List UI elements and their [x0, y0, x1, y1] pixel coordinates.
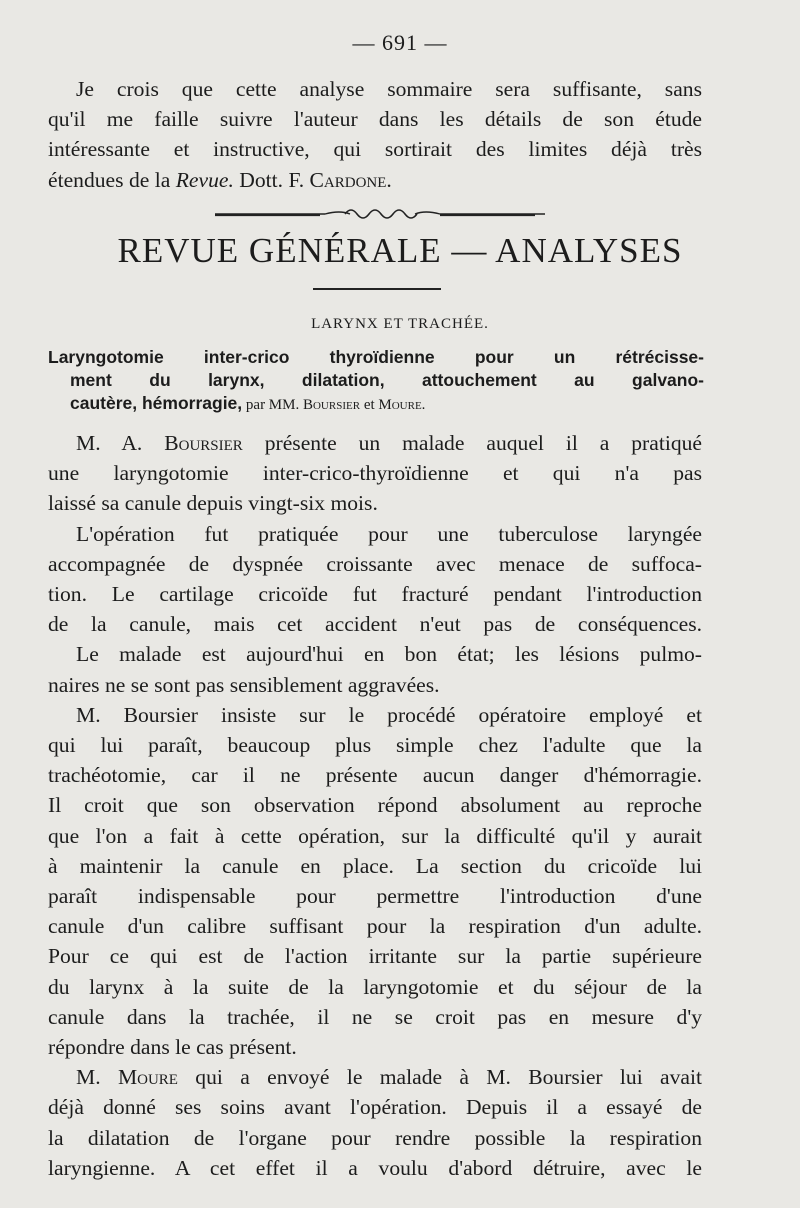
author-name: Boursier [164, 431, 243, 455]
paragraph [48, 1062, 702, 1183]
para-prefix: M. A. [76, 431, 165, 455]
intro-line: Je crois que cette analyse sommaire sera suffisante, sans [76, 77, 702, 101]
section-title: REVUE GÉNÉRALE — ANALYSES [117, 231, 683, 270]
paragraph-line: Le malade est aujourd'hui en bon état; les lésions pulmo- [76, 642, 702, 667]
paragraph-line: tion. Le cartilage cricoïde fut fracturé pendant l'introduction [48, 582, 702, 607]
paragraph-line: paraît indispensable pour permettre l'introduction d'une [48, 884, 702, 909]
para-prefix: M. [76, 1065, 118, 1090]
para-first-rest: présente un malade auquel il a pratiqué [242, 431, 702, 455]
paragraph-line: déjà donné ses soins avant l'opération. Depuis il a essayé de [48, 1095, 702, 1120]
intro-last-line [48, 165, 702, 195]
paragraph-line: à maintenir la canule en place. La section du cricoïde lui [48, 853, 702, 878]
intro-line: qu'il me faille suivre l'auteur dans les détails de son étude [48, 107, 702, 132]
paragraph-line: Pour ce qui est de l'action irritante sur la partie supérieure [48, 944, 702, 969]
paragraph [48, 428, 702, 519]
revue-italic: Revue. [175, 167, 234, 192]
para-first-rest: qui a envoyé le malade à M. Boursier lui avait [177, 1065, 703, 1090]
article-title [48, 346, 704, 417]
paragraph-line: une laryngotomie inter-crico-thyroïdienne et qui n'a pas [48, 461, 702, 486]
paragraph-line: du larynx à la suite de la laryngotomie et du séjour de la [48, 974, 702, 999]
paragraph [48, 519, 702, 640]
paragraph-line [48, 1062, 702, 1092]
paragraph [48, 700, 702, 1062]
article-title-line: Laryngotomie inter-crico thyroïdienne pour un rétrécisse- [48, 347, 704, 367]
signature-name: Cardone. [309, 167, 392, 192]
paragraph [48, 639, 702, 699]
signature [239, 168, 396, 192]
title-rule [313, 288, 441, 290]
paragraph-line: laissé sa canule depuis vingt-six mois. [48, 491, 378, 516]
paragraph-line: que l'on a fait à cette opération, sur la difficulté qu'il y aurait [48, 823, 702, 848]
intro-last-text [48, 168, 234, 192]
article-body [48, 428, 702, 1183]
paragraph-line: Il croit que son observation répond absolument au reproche [48, 793, 702, 818]
byline-author: Boursier [302, 397, 361, 413]
paragraph-line: la dilatation de l'organe pour rendre possible la respiration [48, 1125, 702, 1150]
article-byline [242, 397, 425, 413]
byline-author: Moure. [378, 397, 426, 413]
paragraph-line: naires ne se sont pas sensiblement aggravées. [48, 672, 440, 697]
article-title-tail: cautère, hémorragie, [70, 393, 243, 413]
intro-last-prefix: étendues de la [48, 167, 176, 192]
paragraph-line: M. Boursier insiste sur le procédé opératoire employé et [76, 702, 702, 727]
intro-paragraph [48, 74, 702, 195]
ornament-divider [215, 203, 545, 223]
byline-and: et [360, 397, 379, 413]
paragraph-line: L'opération fut pratiquée pour une tuberculose laryngée [76, 521, 702, 546]
paragraph-line: canule d'un calibre suffisant pour la respiration d'un adulte. [48, 914, 702, 939]
byline-prefix: par MM. [242, 397, 303, 413]
paragraph-line: laryngienne. A cet effet il a voulu d'abord détruire, avec le [48, 1155, 702, 1180]
signature-prefix: Dott. F. [239, 167, 310, 192]
article-title-line: ment du larynx, dilatation, attouchement au galvano- [70, 370, 704, 390]
intro-line: intéressante et instructive, qui sortirait des limites déjà très [48, 137, 702, 162]
paragraph-line: accompagnée de dyspnée croissante avec menace de suffoca- [48, 551, 702, 576]
paragraph-line: de la canule, mais cet accident n'eut pas de conséquences. [48, 612, 702, 637]
paragraph-line [48, 428, 702, 458]
paragraph-line: qui lui paraît, beaucoup plus simple chez l'adulte que la [48, 733, 702, 758]
paragraph-line: trachéotomie, car il ne présente aucun danger d'hémorragie. [48, 763, 702, 788]
article-title-last-line [48, 392, 704, 417]
paragraph-line: canule dans la trachée, il ne se croit pas en mesure d'y [48, 1004, 702, 1029]
page-number: — 691 — [352, 30, 448, 55]
subsection-heading: LARYNX ET TRACHÉE. [311, 316, 489, 332]
author-name: Moure [117, 1065, 178, 1090]
paragraph-line: répondre dans le cas présent. [48, 1035, 297, 1060]
